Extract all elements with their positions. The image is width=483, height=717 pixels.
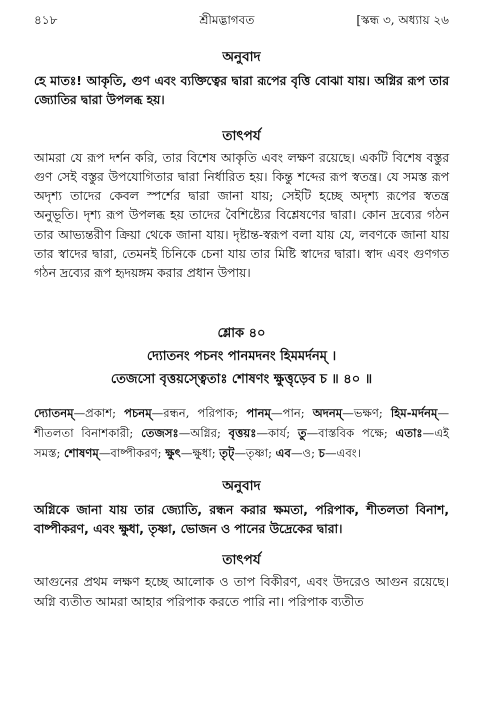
- synonym-separator: ;: [378, 405, 391, 420]
- synonym-separator: ।: [356, 445, 361, 460]
- synonyms-paragraph: [34, 403, 449, 463]
- synonym-meaning: শীতলতা বিনাশকারী: [34, 425, 130, 440]
- synonym-separator: ;: [300, 405, 313, 420]
- synonym-word: তেজসঃ: [141, 425, 179, 440]
- chapter-reference: [স্কন্ধ ৩, অধ্যায় ২৬: [356, 13, 449, 27]
- synonym-meaning: রন্ধন, পরিপাক: [163, 405, 235, 420]
- synonym-word: তু: [297, 425, 307, 440]
- synonym-separator: ;: [234, 405, 247, 420]
- synonym-meaning: বাষ্পীকরণ: [110, 445, 158, 460]
- synonym-dash: —: [73, 405, 86, 420]
- synonym-word: চ: [318, 445, 325, 460]
- synonym-meaning: ভক্ষণ: [353, 405, 379, 420]
- translation-heading: অনুবাদ: [222, 49, 261, 65]
- synonym-word: শোষণম্: [64, 445, 99, 460]
- synonym-meaning: পান: [282, 405, 301, 420]
- translation-heading-2: অনুবাদ: [222, 477, 261, 494]
- page-number: ৪১৮: [34, 13, 58, 27]
- synonym-word: বৃত্তয়ঃ: [228, 425, 257, 440]
- synonym-word: পচনম্: [124, 405, 152, 420]
- synonym-meaning: ক্ষুধা: [192, 445, 212, 460]
- synonym-separator: ;: [311, 445, 319, 460]
- synonym-dash: —: [98, 445, 111, 460]
- synonym-dash: —: [342, 405, 354, 420]
- synonym-word: দ্যোতনম্: [34, 405, 74, 420]
- synonym-meaning: এই সমস্ত: [34, 425, 450, 460]
- synonym-separator: ;: [211, 445, 220, 460]
- purport-heading-2: তাৎপর্য: [222, 552, 261, 569]
- synonym-separator: ;: [286, 425, 298, 440]
- synonym-meaning: কার্য: [268, 425, 287, 440]
- purport-text: আমরা যে রূপ দর্শন করি, তার বিশেষ আকৃতি এবং লক্ষণ রয়েছে। একটি বিশেষ বস্তুর গুণ সেই বস্তুর উপযোগিতার দ্বারা নির্ধারিত হয়। কিন্তু শব্দের রূপ স্বতন্ত্র। যে সমস্ত রূপ অদৃশ্য তাদের কেবল স্পর্শের দ্বারা জানা যায়; সেইটি হচ্ছে অদৃশ্য রূপের স্বতন্ত্র অনুভূতি। দৃশ্য রূপ উপলব্ধ হয় তাদের বৈশিষ্ট্যের বিশ্লেষণের দ্বারা। কোন দ্রব্যের গঠন তার আভ্যন্তরীণ ক্রিয়া থেকে জানা যায়। দৃষ্টান্ত-স্বরূপ বলা যায় যে, লবণকে জানা যায় তার স্বাদের দ্বারা, তেমনই চিনিকে চেনা যায় তার মিষ্টি স্বাদের দ্বারা। স্বাদ এবং গুণগত গঠন দ্রব্যের রূপ হৃদয়ঙ্গম করার প্রধান উপায়।: [34, 150, 449, 281]
- synonym-separator: ;: [217, 425, 229, 440]
- synonym-word: তৃট্: [219, 445, 235, 460]
- purport-heading: তাৎপর্য: [222, 127, 261, 144]
- synonym-dash: —: [180, 445, 193, 460]
- synonym-word: এতাঃ: [395, 425, 423, 440]
- synonym-dash: —: [178, 425, 191, 440]
- synonym-separator: ;: [56, 445, 65, 460]
- synonym-dash: —: [151, 405, 164, 420]
- synonym-word: ক্ষুৎ: [165, 445, 181, 460]
- synonym-dash: —: [290, 445, 303, 460]
- page-header: [34, 12, 449, 32]
- synonym-separator: ;: [112, 405, 125, 420]
- synonym-meaning: প্রকাশ: [85, 405, 113, 420]
- synonym-dash: —: [256, 425, 269, 440]
- translation-text: হে মাতঃ! আকৃতি, গুণ এবং ব্যক্তিত্বের দ্বারা রূপের বৃত্তি বোঝা যায়। অগ্নির রূপ তার জ্যোতির দ্বারা উপলব্ধ হয়।: [34, 74, 449, 108]
- synonym-word: এব: [275, 445, 291, 460]
- synonym-dash: —: [306, 425, 319, 440]
- purport-text-2: আগুনের প্রথম লক্ষণ হচ্ছে আলোক ও তাপ বিকীরণ, এবং উদরেও আগুন রয়েছে। অগ্নি ব্যতীত আমরা আহার পরিপাক করতে পারি না। পরিপাক ব্যতীত: [34, 575, 449, 609]
- synonym-word: হিম-মর্দনম্: [390, 405, 438, 420]
- synonym-dash: —: [234, 445, 246, 460]
- verse-label: শ্লোক ৪০: [217, 325, 266, 341]
- verse-line-1: দ্যোতনং পচনং পানমদনং হিমমর্দনম্ ।: [146, 348, 337, 364]
- synonym-dash: —: [422, 425, 435, 440]
- book-title: শ্রীমদ্ভাগবত: [199, 13, 255, 27]
- synonym-dash: —: [437, 405, 450, 420]
- synonym-meaning: এবং: [336, 445, 357, 460]
- synonym-dash: —: [271, 405, 283, 420]
- synonym-meaning: তৃষ্ণা: [245, 445, 269, 460]
- synonym-meaning: অগ্নির: [190, 425, 217, 440]
- synonym-word: অদনম্: [312, 405, 343, 420]
- translation-text-2: অগ্নিকে জানা যায় তার জ্যোতি, রন্ধন করার ক্ষমতা, পরিপাক, শীতলতা বিনাশ, বাষ্পীকরণ, এবং ক্ষুধা, তৃষ্ণা, ভোজন ও পানের উদ্রেকের দ্বারা।: [34, 502, 449, 536]
- synonym-separator: ;: [268, 445, 276, 460]
- synonym-meaning: ও: [302, 445, 312, 460]
- synonym-dash: —: [324, 445, 337, 460]
- verse-line-2: তেজসো বৃত্তয়স্ত্বেতাঃ শোষণং ক্ষুত্তৃড়েব চ ॥ ৪০ ॥: [110, 371, 373, 387]
- synonym-separator: ;: [383, 425, 396, 440]
- synonym-separator: ;: [129, 425, 142, 440]
- synonym-separator: ;: [157, 445, 166, 460]
- synonym-meaning: বাস্তবিক পক্ষে: [318, 425, 384, 440]
- synonym-word: পানম্: [246, 405, 271, 420]
